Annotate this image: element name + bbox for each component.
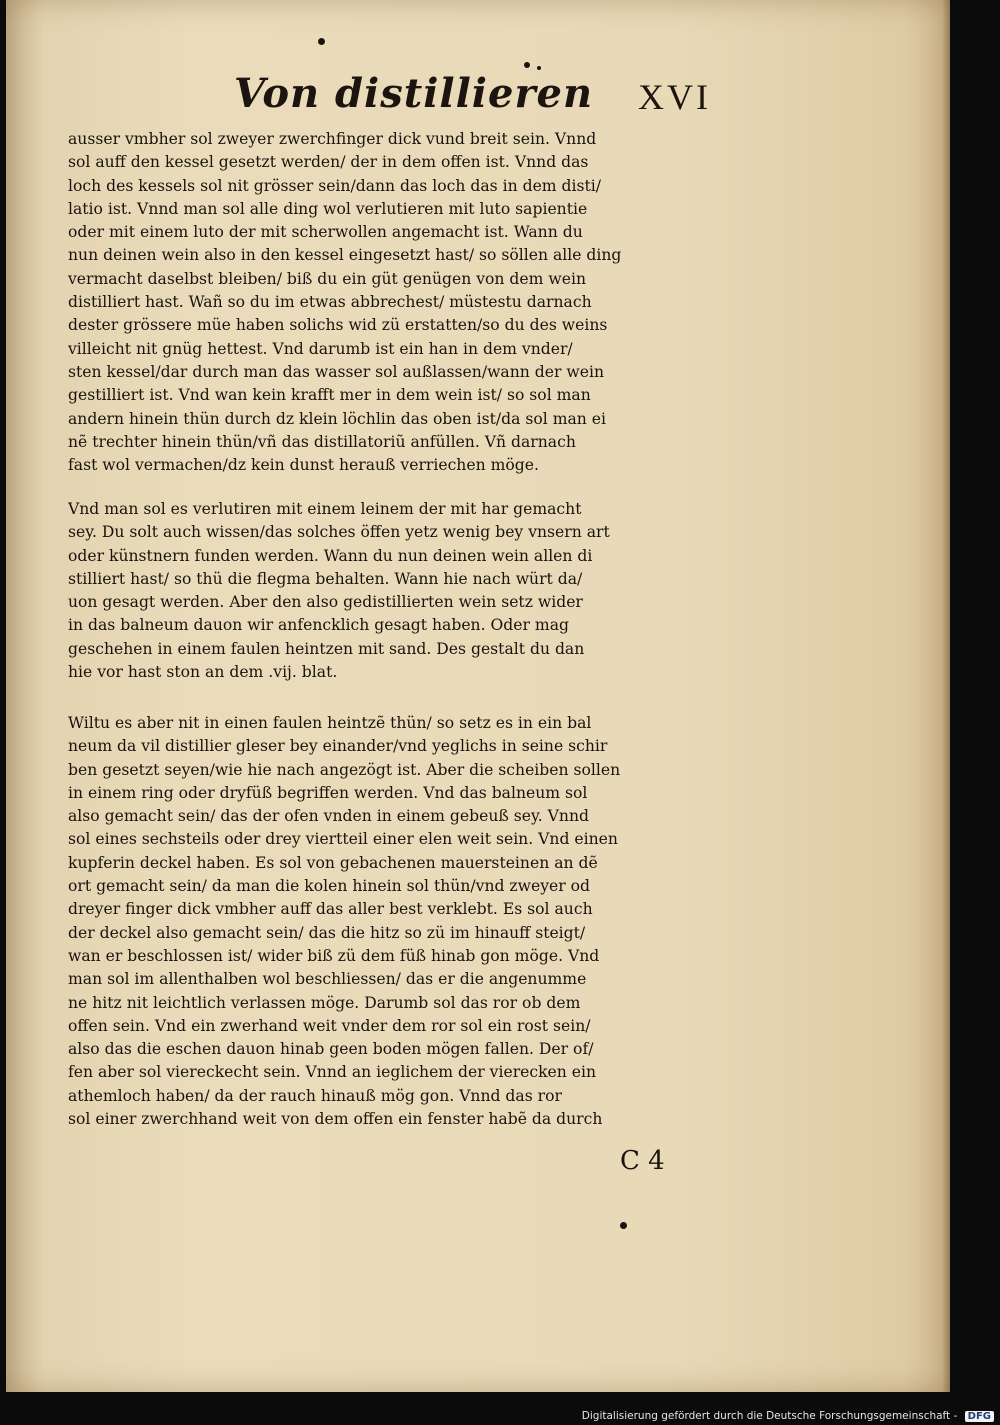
- text-line: Vnd man sol es verlutiren mit einem leinem der mit har gemacht: [68, 500, 582, 518]
- paragraph: [68, 712, 708, 1131]
- text-line: sten kessel/dar durch man das wasser sol außlassen/wann der wein: [68, 362, 604, 381]
- text-line: nun deinen wein also in den kessel eingesetzt hast/ so söllen alle ding: [68, 246, 622, 265]
- text-line: fen aber sol viereckecht sein. Vnnd an ieglichem der vierecken ein: [68, 1063, 597, 1082]
- text-line: villeicht nit gnüg hettest. Vnd darumb ist ein han in dem vnder/: [68, 339, 573, 358]
- text-line: geschehen in einem faulen heintzen mit sand. Des gestalt du dan: [68, 639, 585, 658]
- text-line: also gemacht sein/ das der ofen vnden in einem gebeuß sey. Vnnd: [68, 807, 589, 826]
- text-line: vermacht daselbst bleiben/ biß du ein güt genügen von dem wein: [68, 269, 586, 288]
- text-line: kupferin deckel haben. Es sol von gebachenen mauersteinen an dẽ: [68, 853, 598, 872]
- dfg-logo: DFG: [965, 1411, 994, 1422]
- text-line: ausser vmbher sol zweyer zwerchfinger dick vund breit sein. Vnnd: [68, 130, 597, 148]
- text-line: fast wol vermachen/dz kein dunst herauß verriechen möge.: [68, 456, 539, 475]
- signature-mark: C 4: [620, 1146, 665, 1176]
- text-line: athemloch haben/ da der rauch hinauß mög gon. Vnnd das ror: [68, 1086, 562, 1105]
- text-line: sol eines sechsteils oder drey viertteil einer elen weit sein. Vnd einen: [68, 830, 618, 849]
- text-line: ne hitz nit leichtlich verlassen möge. Darumb sol das ror ob dem: [68, 993, 581, 1012]
- page-edge-shadow: [942, 0, 950, 1392]
- folio-number: XVI: [638, 77, 711, 117]
- text-line: der deckel also gemacht sein/ das die hitz so zü im hinauff steigt/: [68, 923, 586, 942]
- text-line: oder künstnern funden werden. Wann du nun deinen wein allen di: [68, 546, 593, 565]
- footer-credit-text: Digitalisierung gefördert durch die Deutsche Forschungsgemeinschaft -: [581, 1410, 958, 1422]
- text-line: stilliert hast/ so thü die flegma behalten. Wann hie nach würt da/: [68, 569, 583, 588]
- text-line: distilliert hast. Wañ so du im etwas abbrechest/ müstestu darnach: [68, 293, 592, 312]
- text-line: ben gesetzt seyen/wie hie nach angezögt ist. Aber die scheiben sollen: [68, 760, 621, 779]
- text-line: neum da vil distillier gleser bey einander/vnd yeglichs in seine schir: [68, 737, 608, 756]
- text-line: dester grössere müe haben solichs wid zü erstatten/so du des weins: [68, 316, 608, 335]
- text-line: sol einer zwerchhand weit von dem offen ein fenster habẽ da durch: [68, 1110, 603, 1129]
- footer-credit: [582, 1410, 994, 1422]
- text-line: hie vor hast ston an dem .vij. blat.: [68, 663, 338, 682]
- text-line: sey. Du solt auch wissen/das solches öffen yetz wenig bey vnsern art: [68, 523, 610, 542]
- text-line: uon gesagt werden. Aber den also gedistillierten wein setz wider: [68, 593, 583, 612]
- ink-speck: [318, 38, 325, 45]
- ink-speck: [620, 1222, 627, 1229]
- text-line: oder mit einem luto der mit scherwollen angemacht ist. Wann du: [68, 223, 583, 242]
- text-line: offen sein. Vnd ein zwerhand weit vnder dem ror sol ein rost sein/: [68, 1016, 591, 1035]
- paragraph: [68, 128, 708, 477]
- text-line: gestilliert ist. Vnd wan kein krafft mer in dem wein ist/ so sol man: [68, 386, 591, 405]
- text-line: Wiltu es aber nit in einen faulen heintzẽ thün/ so setz es in ein bal: [68, 714, 592, 732]
- running-title: Von distillieren: [234, 70, 594, 117]
- ink-speck: [524, 62, 530, 68]
- text-line: in einem ring oder dryfüß begriffen werden. Vnd das balneum sol: [68, 783, 588, 802]
- book-page: [6, 0, 950, 1392]
- text-line: nẽ trechter hinein thün/vñ das distillatoriũ anfüllen. Vñ darnach: [68, 432, 576, 451]
- text-line: also das die eschen dauon hinab geen boden mögen fallen. Der of/: [68, 1040, 594, 1059]
- text-line: sol auff den kessel gesetzt werden/ der in dem offen ist. Vnnd das: [68, 153, 589, 172]
- text-line: ort gemacht sein/ da man die kolen hinein sol thün/vnd zweyer od: [68, 877, 591, 896]
- text-line: latio ist. Vnnd man sol alle ding wol verlutieren mit luto sapientie: [68, 199, 588, 218]
- text-line: wan er beschlossen ist/ wider biß zü dem füß hinab gon möge. Vnd: [68, 946, 600, 965]
- text-line: in das balneum dauon wir anfencklich gesagt haben. Oder mag: [68, 616, 569, 635]
- paragraph: [68, 498, 708, 684]
- text-line: man sol im allenthalben wol beschliessen/ das er die angenumme: [68, 970, 587, 989]
- text-line: dreyer finger dick vmbher auff das aller best verklebt. Es sol auch: [68, 900, 593, 919]
- text-line: loch des kessels sol nit grösser sein/dann das loch das in dem disti/: [68, 176, 602, 195]
- text-line: andern hinein thün durch dz klein löchlin das oben ist/da sol man ei: [68, 409, 607, 428]
